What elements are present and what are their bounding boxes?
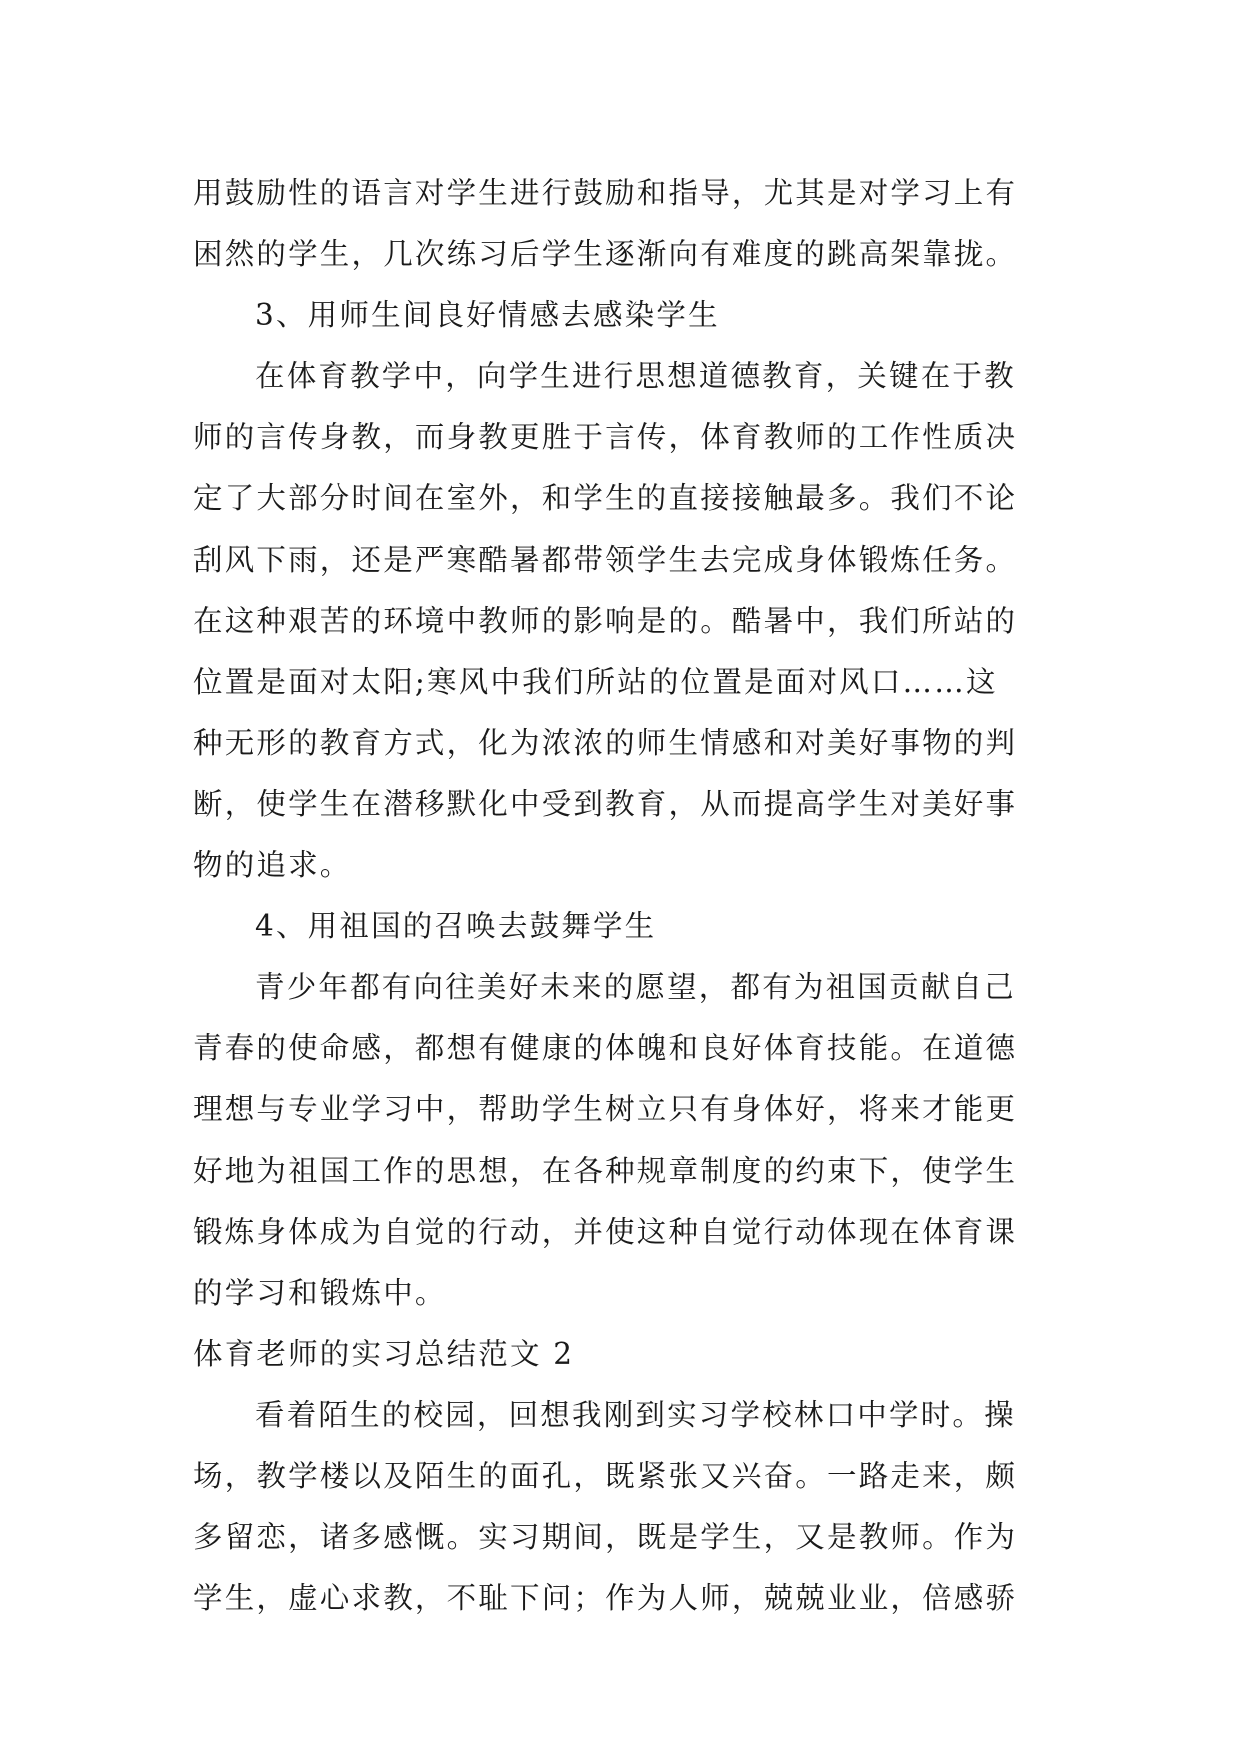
text-line: 看着陌生的校园，回想我刚到实习学校林口中学时。操 bbox=[255, 1397, 1016, 1432]
text-line: 锻炼身体成为自觉的行动，并使这种自觉行动体现在体育课 bbox=[193, 1214, 1018, 1249]
text-line: 用鼓励性的语言对学生进行鼓励和指导，尤其是对学习上有 bbox=[193, 176, 1018, 210]
text-line: 学生，虚心求教，不耻下问；作为人师，兢兢业业，倍感骄 bbox=[193, 1581, 1018, 1616]
text-line: 种无形的教育方式，化为浓浓的师生情感和对美好事物的判 bbox=[193, 725, 1018, 760]
text-line: 定了大部分时间在室外，和学生的直接接触最多。我们不论 bbox=[193, 481, 1018, 516]
text-line: 困然的学生，几次练习后学生逐渐向有难度的跳高架靠拢。 bbox=[193, 237, 1018, 272]
text-line: 青少年都有向往美好未来的愿望，都有为祖国贡献自己 bbox=[255, 970, 1016, 1005]
text-line: 物的追求。 bbox=[193, 848, 352, 883]
text-line: 4、用祖国的召唤去鼓舞学生 bbox=[255, 909, 657, 944]
text-line: 的学习和锻炼中。 bbox=[193, 1275, 447, 1310]
text-line: 青春的使命感，都想有健康的体魄和良好体育技能。在道德 bbox=[193, 1031, 1018, 1066]
text-line: 断，使学生在潜移默化中受到教育，从而提高学生对美好事 bbox=[193, 786, 1018, 821]
text-line: 位置是面对太阳;寒风中我们所站的位置是面对风口……这 bbox=[193, 664, 998, 699]
text-line: 3、用师生间良好情感去感染学生 bbox=[255, 298, 720, 333]
text-line: 好地为祖国工作的思想，在各种规章制度的约束下，使学生 bbox=[193, 1153, 1018, 1188]
text-line: 刮风下雨，还是严寒酷暑都带领学生去完成身体锻炼任务。 bbox=[193, 542, 1018, 577]
text-line: 理想与专业学习中，帮助学生树立只有身体好，将来才能更 bbox=[193, 1092, 1018, 1127]
text-line: 体育老师的实习总结范文 2 bbox=[193, 1336, 575, 1371]
document-body bbox=[193, 163, 1073, 1629]
text-line: 场，教学楼以及陌生的面孔，既紧张又兴奋。一路走来，颇 bbox=[193, 1458, 1018, 1493]
text-line: 多留恋，诸多感慨。实习期间，既是学生，又是教师。作为 bbox=[193, 1520, 1018, 1555]
text-line: 师的言传身教，而身教更胜于言传，体育教师的工作性质决 bbox=[193, 420, 1018, 455]
text-line: 在体育教学中，向学生进行思想道德教育，关键在于教 bbox=[255, 359, 1016, 394]
text-line: 在这种艰苦的环境中教师的影响是的。酷暑中，我们所站的 bbox=[193, 603, 1018, 638]
